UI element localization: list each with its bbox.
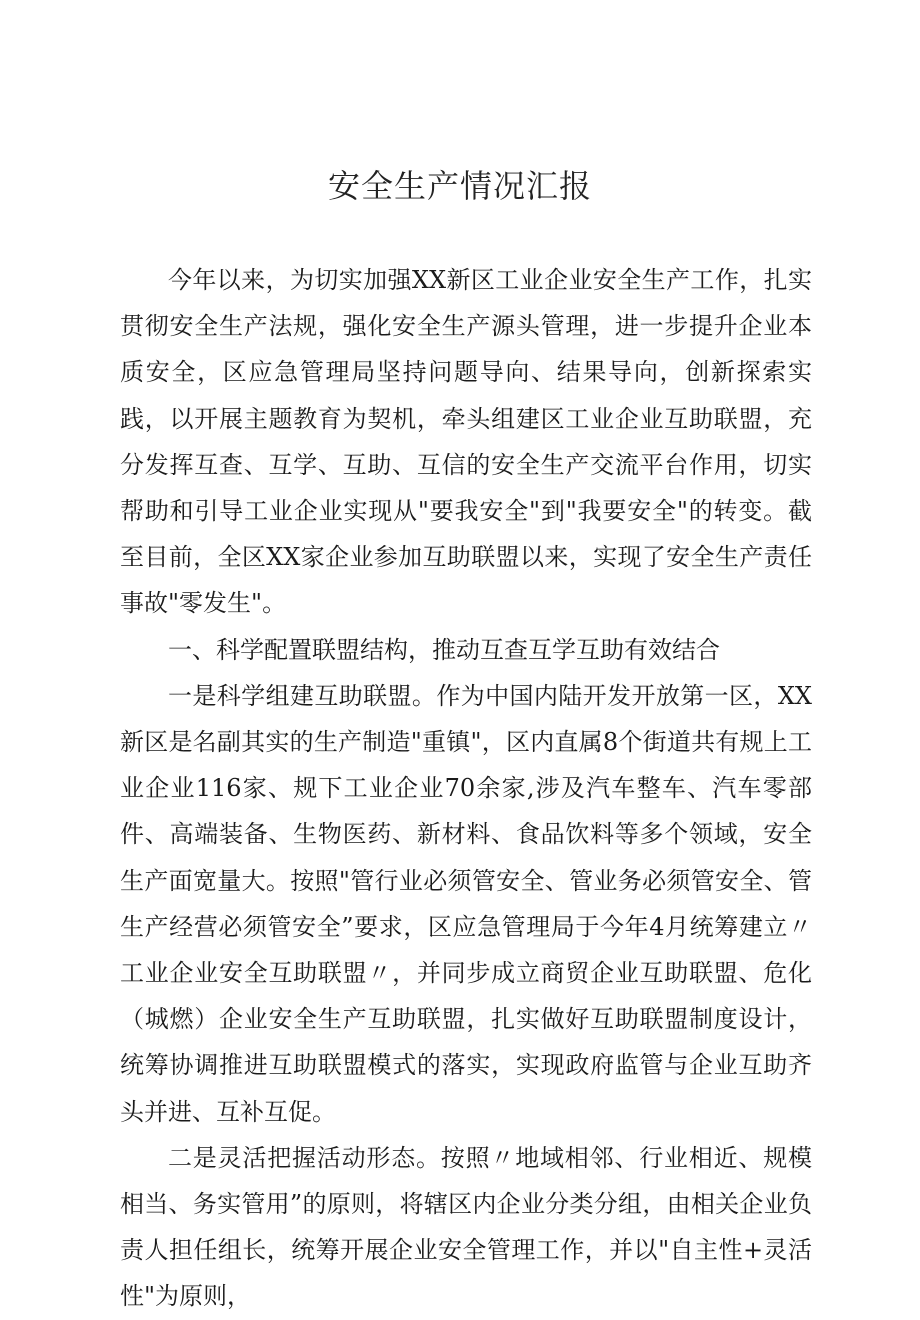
section-heading-1: 一、科学配置联盟结构，推动互查互学互助有效结合 [168, 635, 720, 664]
paragraph-alliance-setup: 一是科学组建互助联盟。作为中国内陆开发开放第一区，XX新区是名副其实的生产制造"重镇"，区内直属8个街道共有规上工业企业116家、规下工业企业70余家,涉及汽车整车、汽车零部件、高端装备、生物医药、新材料、食品饮料等多个领域，安全生产面宽量大。按照"管行业必须管安全、管业务必须管安全、管生产经营必须管安全”要求，区应急管理局于今年4月统筹建立〃工业企业安全互助联盟〃，并同步成立商贸企业互助联盟、危化（城燃）企业安全生产互助联盟，扎实做好互助联盟制度设计，统筹协调推进互助联盟模式的落实，实现政府监管与企业互助齐头并进、互补互促。 [120, 681, 812, 1126]
paragraph-activity-forms: 二是灵活把握活动形态。按照〃地域相邻、行业相近、规模相当、务实管用”的原则，将辖区内企业分类分组，由相关企业负责人担任组长，统筹开展企业安全管理工作，并以"自主性+灵活性"为原则， [120, 1143, 812, 1311]
document-title: 安全生产情况汇报 [327, 167, 592, 205]
document-body [120, 257, 812, 1320]
paragraph-intro: 今年以来，为切实加强XX新区工业企业安全生产工作，扎实贯彻安全生产法规，强化安全生产源头管理，进一步提升企业本质安全，区应急管理局坚持问题导向、结果导向，创新探索实践，以开展主题教育为契机，牵头组建区工业企业互助联盟，充分发挥互查、互学、互助、互信的安全生产交流平台作用，切实帮助和引导工业企业实现从"要我安全"到"我要安全"的转变。截至目前，全区XX家企业参加互助联盟以来，实现了安全生产责任事故"零发生"。 [120, 266, 812, 618]
